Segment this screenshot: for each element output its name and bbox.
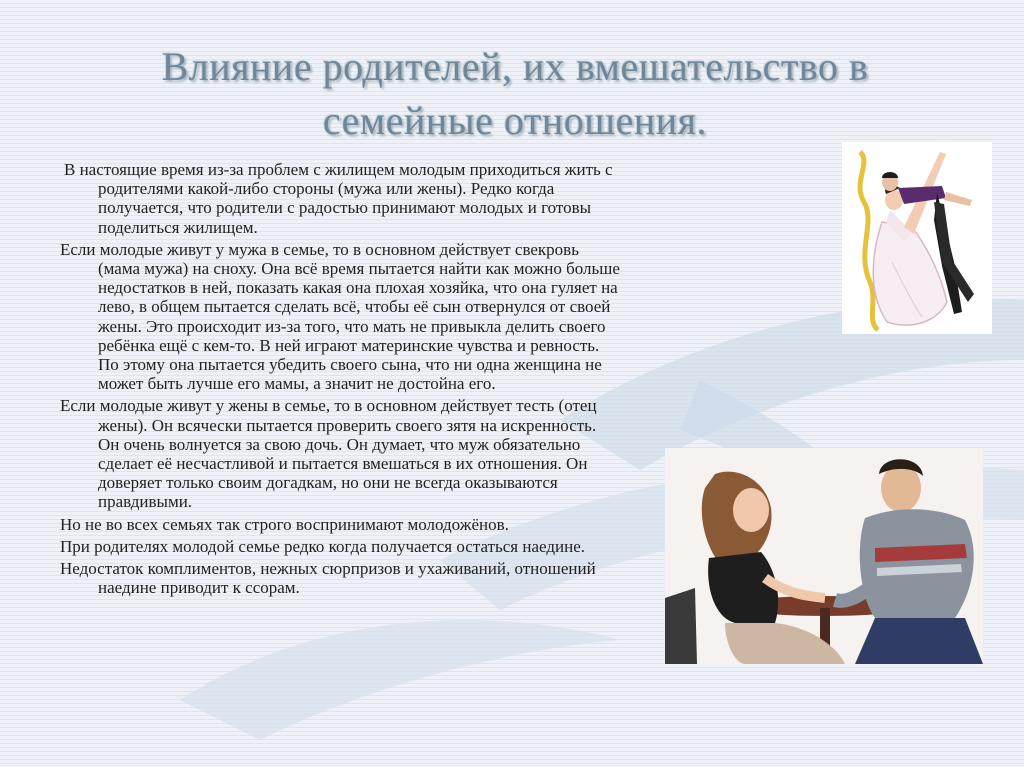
paragraph-husband-family: Если молодые живут у мужа в семье, то в основном действует свекровь (мама мужа) на сноху. Она всё время пытается найти как можно больше недостатков в ней, показать какая она плохая хозяйка, что она гуляет на лево, в общем пытается сделать всё, чтобы её сын отвернулся от своей жены. Это происходит из-за того, что мать не привыкла делить своего ребёнка ещё с кем-то. В ней играют материнские чувства и ревность. По этому она пытается убедить своего сына, что ни одна женщина не может быть лучше его мамы, а значит не достойна его.: [60, 239, 620, 394]
couple-at-table-photo: [665, 448, 983, 664]
paragraph-wife-family: Если молодые живут у жены в семье, то в основном действует тесть (отец жены). Он всячески пытается проверить своего зятя на искренность. Он очень волнуется за свою дочь. Он думает, что муж обязательно сделает её несчастливой и пытается вмешаться в их отношения. Он доверяет только своим догадкам, но они не всегда оказываются правдивыми.: [60, 396, 597, 512]
dancing-couple-illustration: [842, 142, 992, 334]
slide-body: [60, 160, 620, 600]
slide-title: Влияние родителей, их вмешательство в семейные отношения.: [161, 44, 869, 143]
paragraph-not-all-families: Но не во всех семьях так строго воспринимают молодожёнов.: [60, 514, 509, 534]
paragraph-privacy: При родителях молодой семье редко когда получается остаться наедине.: [60, 536, 585, 556]
paragraph-housing: В настоящие время из-за проблем с жилищем молодым приходиться жить с родителями какой-либо стороны (мужа или жены). Редко когда получается, что родители с радостью принимают молодых и готовы поделиться жилищем.: [64, 160, 613, 237]
paragraph-quarrels: Недостаток комплиментов, нежных сюрпризов и ухаживаний, отношений наедине приводит к ссорам.: [60, 559, 596, 598]
